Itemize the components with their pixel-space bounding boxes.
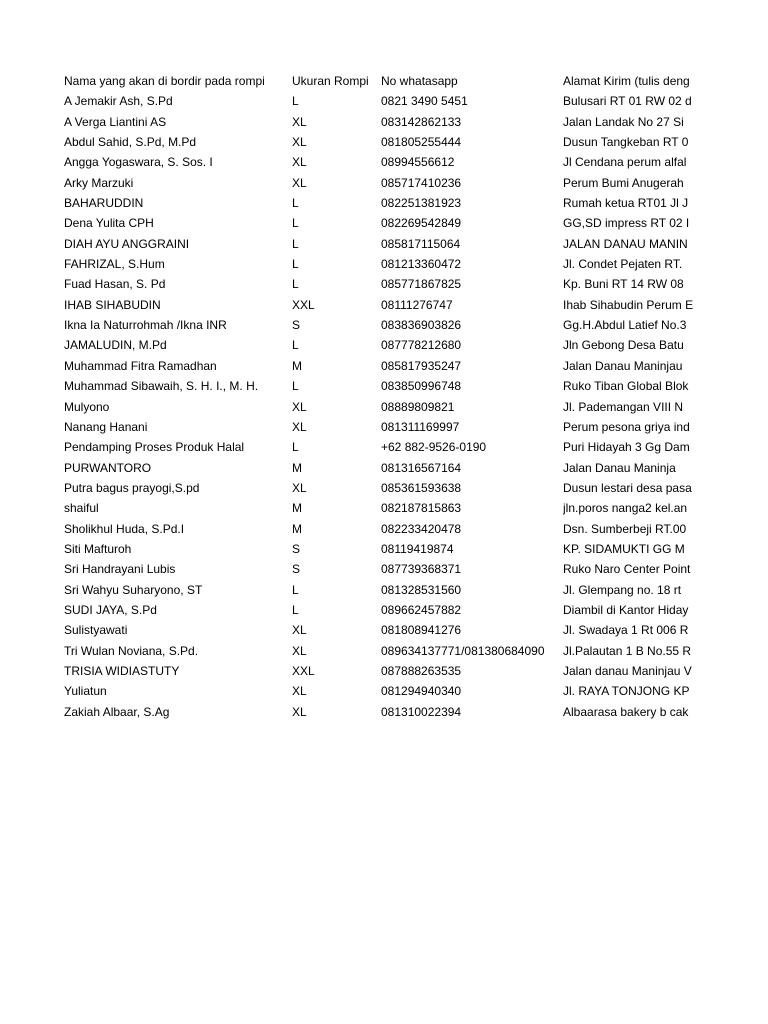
cell-name: TRISIA WIDIASTUTY: [64, 663, 180, 678]
table-row: [64, 153, 696, 173]
table-row: [64, 296, 696, 316]
cell-whatsapp: 08111276747: [381, 297, 453, 312]
cell-whatsapp: 082269542849: [381, 216, 462, 231]
cell-address: Jl. Glempang no. 18 rt: [563, 582, 682, 597]
cell-address: GG,SD impress RT 02 I: [563, 216, 690, 231]
cell-size: S: [292, 562, 301, 577]
table-row: [64, 581, 696, 601]
cell-size: L: [292, 602, 299, 617]
cell-address: Jl. Swadaya 1 Rt 006 R: [563, 623, 689, 638]
cell-whatsapp: +62 882-9526-0190: [381, 440, 487, 455]
cell-name: JAMALUDIN, M.Pd: [64, 338, 167, 353]
cell-whatsapp: 082251381923: [381, 196, 462, 211]
cell-whatsapp: 089634137771/081380684090: [381, 643, 545, 658]
cell-size: L: [292, 582, 299, 597]
cell-size: XL: [292, 480, 307, 495]
table-row: [64, 438, 696, 458]
cell-address: Albaarasa bakery b cak: [563, 704, 689, 719]
cell-size: XL: [292, 684, 307, 699]
cell-size: XL: [292, 175, 307, 190]
cell-size: L: [292, 379, 299, 394]
cell-name: Pendamping Proses Produk Halal: [64, 440, 245, 455]
table-row: [64, 194, 696, 214]
table-row: [64, 255, 696, 275]
table-row: [64, 133, 696, 153]
roster-table: [64, 72, 696, 723]
cell-name: Nanang Hanani: [64, 419, 148, 434]
cell-name: Yuliatun: [64, 684, 107, 699]
cell-size: M: [292, 460, 302, 475]
cell-name: A Jemakir Ash, S.Pd: [64, 94, 173, 109]
cell-name: Siti Mafturoh: [64, 541, 132, 556]
cell-size: L: [292, 257, 299, 272]
table-row: [64, 601, 696, 621]
cell-whatsapp: 08119419874: [381, 541, 454, 556]
cell-address: Diambil di Kantor Hiday: [563, 602, 689, 617]
table-row: [64, 459, 696, 479]
cell-whatsapp: 081328531560: [381, 582, 462, 597]
cell-name: IHAB SIHABUDIN: [64, 297, 161, 312]
cell-address: Perum Bumi Anugerah: [563, 175, 684, 190]
cell-whatsapp: 082187815863: [381, 501, 462, 516]
cell-name: A Verga Liantini AS: [64, 114, 167, 129]
cell-address: Perum pesona griya ind: [563, 419, 690, 434]
cell-size: L: [292, 338, 299, 353]
cell-name: Sri Wahyu Suharyono, ST: [64, 582, 203, 597]
cell-name: shaiful: [64, 501, 99, 516]
table-row: [64, 275, 696, 295]
cell-size: XL: [292, 704, 307, 719]
cell-address: Dusun Tangkeban RT 0: [563, 135, 689, 150]
cell-whatsapp: 08889809821: [381, 399, 455, 414]
cell-whatsapp: 087778212680: [381, 338, 462, 353]
cell-address: Jln Gebong Desa Batu: [563, 338, 684, 353]
table-row: [64, 418, 696, 438]
cell-address: Bulusari RT 01 RW 02 d: [563, 94, 692, 109]
cell-name: Tri Wulan Noviana, S.Pd.: [64, 643, 199, 658]
cell-address: Jl Cendana perum alfal: [563, 155, 687, 170]
cell-size: XL: [292, 155, 307, 170]
cell-address: Jl.Palautan 1 B No.55 R: [563, 643, 692, 658]
cell-address: Puri Hidayah 3 Gg Dam: [563, 440, 690, 455]
table-row: [64, 682, 696, 702]
cell-whatsapp: 085817115064: [381, 236, 461, 251]
cell-size: M: [292, 501, 302, 516]
cell-whatsapp: 081310022394: [381, 704, 462, 719]
cell-name: Sri Handrayani Lubis: [64, 562, 176, 577]
cell-size: M: [292, 358, 302, 373]
header-size: Ukuran Rompi: [292, 74, 369, 88]
cell-whatsapp: 083850996748: [381, 379, 462, 394]
table-row: [64, 113, 696, 133]
table-row: [64, 377, 696, 397]
table-row: [64, 235, 696, 255]
header-name: Nama yang akan di bordir pada rompi: [64, 74, 265, 88]
cell-whatsapp: 085817935247: [381, 358, 462, 373]
cell-address: Ruko Tiban Global Blok: [563, 379, 689, 394]
table-row: [64, 316, 696, 336]
cell-size: S: [292, 318, 301, 333]
cell-name: Sulistyawati: [64, 623, 128, 638]
table-row: [64, 398, 696, 418]
cell-size: XL: [292, 135, 307, 150]
table-row: [64, 479, 696, 499]
cell-name: DIAH AYU ANGGRAINI: [64, 236, 190, 251]
cell-address: Jl. Pademangan VIII N: [563, 399, 684, 414]
cell-name: Ikna Ia Naturrohmah /Ikna INR: [64, 318, 227, 333]
cell-name: Muhammad Sibawaih, S. H. I., M. H.: [64, 379, 259, 394]
cell-address: Ruko Naro Center Point: [563, 562, 691, 577]
cell-name: Abdul Sahid, S.Pd, M.Pd: [64, 135, 197, 150]
cell-address: Jl. Condet Pejaten RT.: [563, 257, 683, 272]
cell-whatsapp: 08994556612: [381, 155, 455, 170]
cell-whatsapp: 081213360472: [381, 257, 462, 272]
table-row: [64, 703, 696, 723]
cell-whatsapp: 081808941276: [381, 623, 462, 638]
header-whatsapp: No whatasapp: [381, 74, 458, 88]
cell-address: Jl. RAYA TONJONG KP: [563, 684, 690, 699]
cell-whatsapp: 083142862133: [381, 114, 462, 129]
table-row: [64, 662, 696, 682]
table-body: [64, 92, 696, 723]
cell-whatsapp: 087888263535: [381, 663, 462, 678]
table-row: [64, 214, 696, 234]
cell-whatsapp: 085717410236: [381, 175, 462, 190]
cell-whatsapp: 085361593638: [381, 480, 462, 495]
table-row: [64, 642, 696, 662]
cell-whatsapp: 085771867825: [381, 277, 462, 292]
cell-address: Jalan danau Maninjau V: [563, 663, 692, 678]
table-row: [64, 336, 696, 356]
cell-size: XL: [292, 114, 307, 129]
cell-address: Gg.H.Abdul Latief No.3: [563, 318, 687, 333]
cell-address: Jalan Danau Maninja: [563, 460, 676, 475]
cell-whatsapp: 081805255444: [381, 135, 462, 150]
cell-size: L: [292, 196, 299, 211]
cell-whatsapp: 0821 3490 5451: [381, 94, 468, 109]
cell-size: L: [292, 216, 299, 231]
cell-address: Jalan Danau Maninjau: [563, 358, 683, 373]
cell-name: Sholikhul Huda, S.Pd.I: [64, 521, 185, 536]
cell-size: XXL: [292, 663, 315, 678]
cell-whatsapp: 087739368371: [381, 562, 462, 577]
cell-name: BAHARUDDIN: [64, 196, 144, 211]
table-row: [64, 499, 696, 519]
cell-name: PURWANTORO: [64, 460, 152, 475]
cell-name: Muhammad Fitra Ramadhan: [64, 358, 217, 373]
cell-size: L: [292, 236, 299, 251]
cell-address: KP. SIDAMUKTI GG M: [563, 541, 685, 556]
cell-size: XL: [292, 623, 307, 638]
cell-size: M: [292, 521, 302, 536]
cell-whatsapp: 089662457882: [381, 602, 462, 617]
cell-address: JALAN DANAU MANIN: [563, 236, 688, 251]
cell-size: S: [292, 541, 301, 556]
header-row: [64, 72, 696, 92]
cell-size: XL: [292, 419, 307, 434]
cell-address: Kp. Buni RT 14 RW 08: [563, 277, 684, 292]
cell-size: XXL: [292, 297, 315, 312]
cell-whatsapp: 081294940340: [381, 684, 462, 699]
cell-name: Angga Yogaswara, S. Sos. I: [64, 155, 213, 170]
cell-name: Zakiah Albaar, S.Ag: [64, 704, 170, 719]
cell-name: Putra bagus prayogi,S.pd: [64, 480, 200, 495]
table-row: [64, 621, 696, 641]
table-row: [64, 357, 696, 377]
cell-name: FAHRIZAL, S.Hum: [64, 257, 165, 272]
table-row: [64, 560, 696, 580]
cell-size: XL: [292, 399, 307, 414]
cell-whatsapp: 081316567164: [381, 460, 462, 475]
cell-name: Arky Marzuki: [64, 175, 134, 190]
cell-address: Dusun lestari desa pasa: [563, 480, 692, 495]
cell-whatsapp: 082233420478: [381, 521, 462, 536]
table-row: [64, 520, 696, 540]
cell-name: Mulyono: [64, 399, 110, 414]
cell-address: Rumah ketua RT01 Jl J: [563, 196, 689, 211]
cell-size: L: [292, 94, 299, 109]
cell-name: Fuad Hasan, S. Pd: [64, 277, 166, 292]
table-row: [64, 92, 696, 112]
cell-address: Jalan Landak No 27 Si: [563, 114, 684, 129]
cell-name: Dena Yulita CPH: [64, 216, 154, 231]
table-row: [64, 540, 696, 560]
table-row: [64, 174, 696, 194]
cell-address: Ihab Sihabudin Perum E: [563, 297, 694, 312]
cell-size: XL: [292, 643, 307, 658]
cell-size: L: [292, 440, 299, 455]
cell-address: Dsn. Sumberbeji RT.00: [563, 521, 687, 536]
cell-whatsapp: 081311169997: [381, 419, 460, 434]
cell-name: SUDI JAYA, S.Pd: [64, 602, 157, 617]
cell-address: jln.poros nanga2 kel.an: [563, 501, 688, 516]
cell-size: L: [292, 277, 299, 292]
header-address: Alamat Kirim (tulis deng: [563, 74, 690, 88]
cell-whatsapp: 083836903826: [381, 318, 462, 333]
